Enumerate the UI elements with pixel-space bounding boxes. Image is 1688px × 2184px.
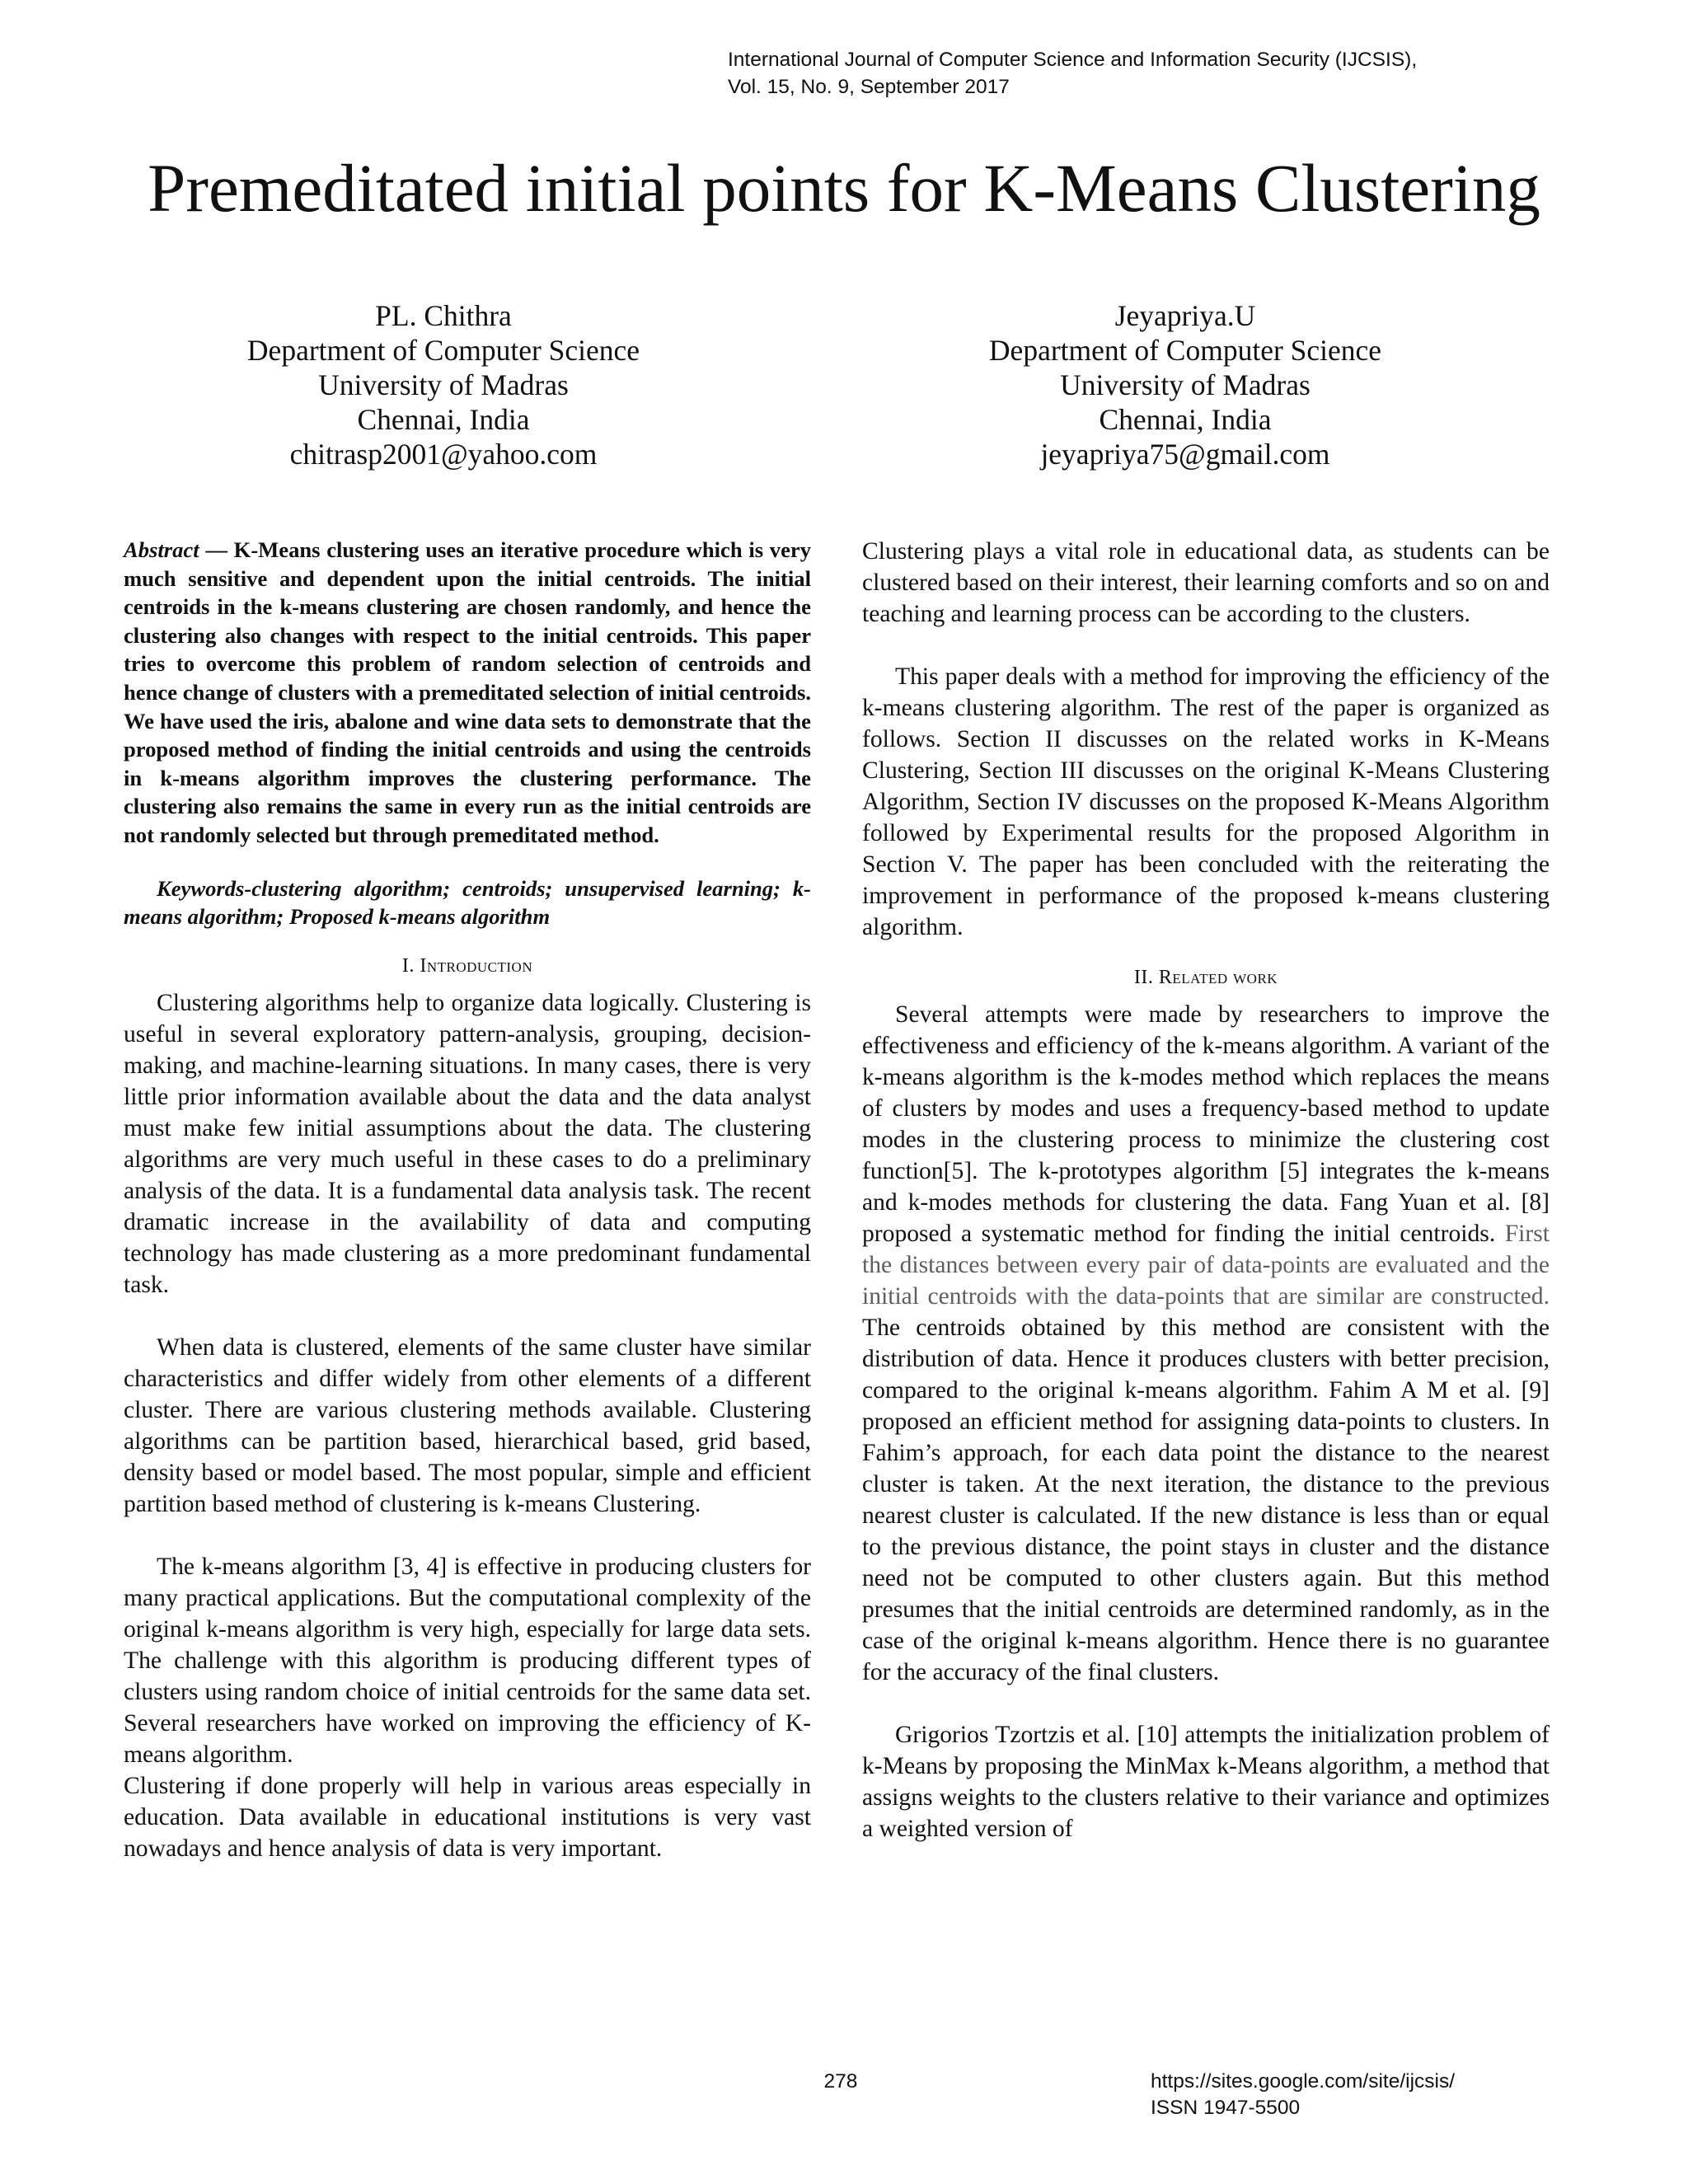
abstract-label: Abstract [124,537,199,562]
intro-paragraph-4: Clustering if done properly will help in various areas especially in education. Data available in educational institutions is very vast nowadays and hence analysis of data is very important. [124,1772,811,1862]
paragraph-gap [862,1688,1550,1719]
intro-paragraph-3: The k-means algorithm [3, 4] is effective in producing clusters for many practical applications. But the computational complexity of the original k-means algorithm is very high, especially for large data sets. The challenge with this algorithm is producing different types of clusters using random choice of initial centroids for the same data set. Several researchers have worked on improving the efficiency of K-means algorithm. [124,1553,811,1768]
right-column [862,536,1550,1844]
journal-header-line-2: Vol. 15, No. 9, September 2017 [728,76,1010,98]
journal-header [728,46,1552,101]
author-email[interactable]: jeyapriya75@gmail.com [1040,438,1330,471]
author-city: Chennai, India [1099,403,1272,436]
author-block-2 [856,298,1515,471]
paper-title: Premeditated initial points for K-Means Clustering [148,150,1540,226]
paragraph-gap [862,630,1550,661]
footer-info [1151,2069,1563,2121]
related-text-highlight: First the distances between every pair of data-points are evaluated and the initial centroids with the data-points that are similar are constructed. [862,1221,1550,1310]
left-column [124,536,811,1864]
author-department: Department of Computer Science [246,334,640,367]
author-university: University of Madras [318,368,569,401]
related-text-c: The centroids obtained by this method are consistent with the distribution of data. Hence it produces clusters with better precision, compared to the original k-means algorithm. Fahim A M et al. [9] proposed an efficient method for assigning data-points to clusters. In Fahim’s approach, for each data point the distance to the nearest cluster is taken. At the next iteration, the distance to the previous nearest cluster is calculated. If the new distance is less than or equal to the previous distance, the point stays in cluster and the distance need not be computed to other clusters again. But this method presumes that the initial centroids are determined randomly, as in the case of the original k-means algorithm. Hence there is no guarantee for the accuracy of the final clusters. [862,1315,1550,1685]
author-department: Department of Computer Science [988,334,1382,367]
abstract-dash: — [199,537,234,562]
author-block-1 [114,298,773,471]
author-university: University of Madras [1060,368,1311,401]
paragraph-gap [124,1520,811,1551]
footer-issn: ISSN 1947-5500 [1151,2097,1301,2119]
right-paragraph-2: This paper deals with a method for improving the efficiency of the k-means clustering algorithm. The rest of the paper is organized as follows. Section II discusses on the related works in K-Means Clustering, Section III discusses on the original K-Means Clustering Algorithm, Section IV discusses on the proposed K-Means Algorithm followed by Experimental results for the proposed Algorithm in Section V. The paper has been concluded with the reiterating the improvement in performance of the proposed k-means clustering algorithm. [862,663,1550,940]
keywords: Keywords-clustering algorithm; centroids; unsupervised learning; k-means algorithm; Proposed k-means algorithm [124,875,811,930]
related-text-a: Several attempts were made by researchers to improve the effectiveness and efficiency of the k-means algorithm. A variant of the k-means algorithm is the k-modes method which replaces the means of clusters by modes and uses a frequency-based method to update modes in the clustering process to minimize the clustering cost function[5]. The k-prototypes algorithm [5] integrates the k-means and k-modes methods for clustering the data. Fang Yuan et al. [8] proposed a systematic method for finding the initial centroids. [862,1001,1550,1247]
intro-paragraph-1: Clustering algorithms help to organize data logically. Clustering is useful in several exploratory pattern-analysis, grouping, decision-making, and machine-learning situations. In many cases, there is very little prior information available about the data and the data analyst must make few initial assumptions about the data. The clustering algorithms are very much useful in these cases to do a preliminary analysis of the data. It is a fundamental data analysis task. The recent dramatic increase in the availability of data and computing technology has made clustering as a more predominant fundamental task. [124,989,811,1298]
author-name: PL. Chithra [375,299,512,332]
section-heading-related-work: II. Related work [1133,967,1278,988]
paragraph-gap [124,1301,811,1332]
journal-header-line-1: International Journal of Computer Science and Information Security (IJCSIS), [728,49,1418,71]
abstract-text: K-Means clustering uses an iterative procedure which is very much sensitive and dependent upon the initial centroids. The initial centroids in the k-means clustering are chosen randomly, and hence the clustering also changes with respect to the initial centroids. This paper tries to overcome this problem of random selection of centroids and hence change of clusters with a premeditated selection of initial centroids. We have used the iris, abalone and wine data sets to demonstrate that the proposed method of finding the initial centroids and using the centroids in k-means algorithm improves the clustering performance. The clustering also remains the same in every run as the initial centroids are not randomly selected but through premeditated method. [124,537,811,847]
abstract [124,536,811,850]
author-name: Jeyapriya.U [1114,299,1256,332]
author-email[interactable]: chitrasp2001@yahoo.com [289,438,598,471]
related-paragraph-1 [862,999,1550,1688]
section-heading-introduction: I. Introduction [401,954,533,977]
related-paragraph-2: Grigorios Tzortzis et al. [10] attempts the initialization problem of k-Means by proposing the MinMax k-Means algorithm, a method that assigns weights to the clusters relative to their variance and optimizes a weighted version of [862,1722,1550,1842]
right-paragraph-1: Clustering plays a vital role in educational data, as students can be clustered based on their interest, their learning comforts and so on and teaching and learning process can be according to the clusters. [862,538,1550,627]
author-city: Chennai, India [357,403,530,436]
page-number: 278 [823,2070,858,2093]
intro-paragraph-2: When data is clustered, elements of the same cluster have similar characteristics and differ widely from other elements of a different cluster. There are various clustering methods available. Clustering algorithms can be partition based, hierarchical based, grid based, density based or model based. The most popular, simple and efficient partition based method of clustering is k-means Clustering. [124,1333,811,1517]
footer-url[interactable]: https://sites.google.com/site/ijcsis/ [1151,2070,1456,2093]
